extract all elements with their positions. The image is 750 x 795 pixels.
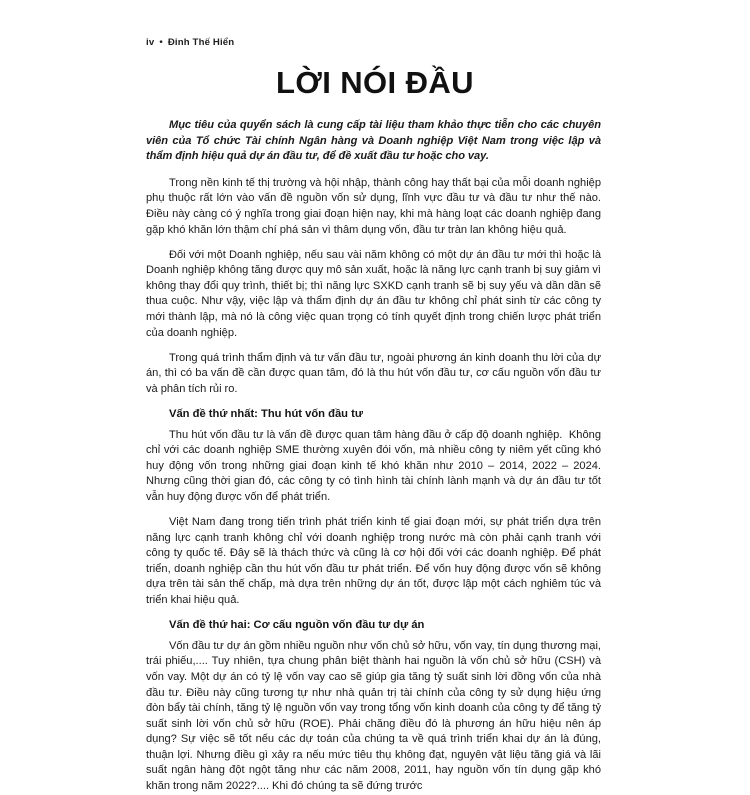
body-text-column bbox=[146, 118, 604, 795]
page-title: LỜI NÓI ĐẦU bbox=[276, 65, 474, 100]
running-head-separator: • bbox=[159, 36, 163, 48]
page-number: iv bbox=[146, 37, 155, 48]
author-name: Đinh Thế Hiển bbox=[167, 37, 235, 48]
heading-issue-two: Vấn đề thứ hai: Cơ cấu nguồn vốn đầu tư dự án bbox=[169, 619, 425, 632]
paragraph-three-issues: Trong quá trình thẩm định và tư vấn đầu tư, ngoài phương án kinh doanh thu lời của dự án, thì có ba vấn đề cần được quan tâm, đó là thu hút vốn đầu tư, cơ cấu nguồn vốn đầu tư và phân tích rủi ro. bbox=[146, 351, 604, 395]
running-head bbox=[146, 38, 234, 48]
heading-issue-one: Vấn đề thứ nhất: Thu hút vốn đầu tư bbox=[169, 408, 363, 420]
paragraph-capital-structure: Vốn đầu tư dự án gồm nhiều nguồn như vốn chủ sở hữu, vốn vay, tín dụng thương mại, trái phiếu,.... Tuy nhiên, tựa chung phân biệt thành hai nguồn là vốn chủ sở hữu (CSH) và vốn vay. Một dự án có tỷ lệ vốn vay cao sẽ giúp gia tăng tỷ suất sinh lời đồng vốn của nhà đầu tư. Điều này cũng tương tự như nhà quản trị tài chính của công ty sử dụng hiệu ứng đòn bẩy tài chính, tăng tỷ lệ nguồn vốn vay trong tổng vốn kinh doanh của công ty để tăng tỷ suất sinh lời vốn chủ sở hữu (ROE). Phải chăng điều đó là phương án hữu hiệu nên áp dụng? Sự việc sẽ tốt nếu các dự toán của chúng ta về quá trình triển khai dự án là đúng, thuận lợi. Nhưng điều gì xảy ra nếu mức tiêu thụ không đạt, nguyên vật liệu tăng giá và lãi suất ngân hàng đột ngột tăng như các năm 2008, 2011, hay nguồn vốn tín dụng gặp khó khăn trong năm 2022?.... Khi đó chúng ta sẽ đứng trước bbox=[146, 639, 604, 793]
paragraph-enterprise-investment: Đối với một Doanh nghiệp, nếu sau vài năm không có một dự án đầu tư mới thì hoặc là Doanh nghiệp không tăng được quy mô sản xuất, hoặc là năng lực cạnh tranh bị suy giảm vì không thay đổi quy trình, thiết bị; thì năng lực SXKD cạnh tranh sẽ bị suy yếu và dần dần sẽ thua cuộc. Như vậy, việc lập và thẩm định dự án đầu tư không chỉ phát sinh từ các công ty mới thành lập, mà nó là công việc quan trọng có tính quyết định trong chiến lược phát triển của doanh nghiệp. bbox=[146, 248, 604, 339]
lead-paragraph: Mục tiêu của quyển sách là cung cấp tài liệu tham khảo thực tiễn cho các chuyên viên của Tổ chức Tài chính Ngân hàng và Doanh nghiệp Việt Nam trong việc lập và thẩm định hiệu quả dự án đầu tư, để đề xuất đầu tư hoặc cho vay. bbox=[146, 119, 604, 163]
paragraph-vietnam-development: Việt Nam đang trong tiến trình phát triển kinh tế giai đoạn mới, sự phát triển dựa trên năng lực cạnh tranh không chỉ với doanh nghiệp trong nước mà còn phải cạnh tranh với công ty quốc tế. Đây sẽ là thách thức và cũng là cơ hội đối với các doanh nghiệp. Để phát triển, doanh nghiệp cần thu hút vốn đầu tư phát triển. Để vốn huy động được vốn sẽ không dựa trên tài sản thế chấp, mà dựa trên những dự án tốt, được lập một cách nghiêm túc và triển khai hiệu quả. bbox=[146, 516, 604, 607]
paragraph-market-economy: Trong nền kinh tế thị trường và hội nhập, thành công hay thất bại của mỗi doanh nghiệp phụ thuộc rất lớn vào vấn đề nguồn vốn sử dụng, lĩnh vực đầu tư và đầu tư như thế nào. Điều này càng có ý nghĩa trong giai đoạn hiện nay, khi mà hàng loạt các doanh nghiệp đang gặp khó khăn lớn thậm chí phá sản vì thâm dụng vốn, đầu tư tràn lan không hiệu quả. bbox=[146, 176, 604, 236]
paragraph-capital-attraction: Thu hút vốn đầu tư là vấn đề được quan tâm hàng đầu ở cấp độ doanh nghiệp. Không chỉ với các doanh nghiệp SME thường xuyên đói vốn, mà nhiều công ty niêm yết cũng khó huy động vốn trong những giai đoạn kinh tế khó khăn như 2010 – 2014, 2022 – 2024. Nhưng cũng thời gian đó, các công ty có tình hình tài chính lành mạnh và dự án đầu tư tốt vẫn huy động được vốn để phát triển. bbox=[146, 428, 604, 503]
